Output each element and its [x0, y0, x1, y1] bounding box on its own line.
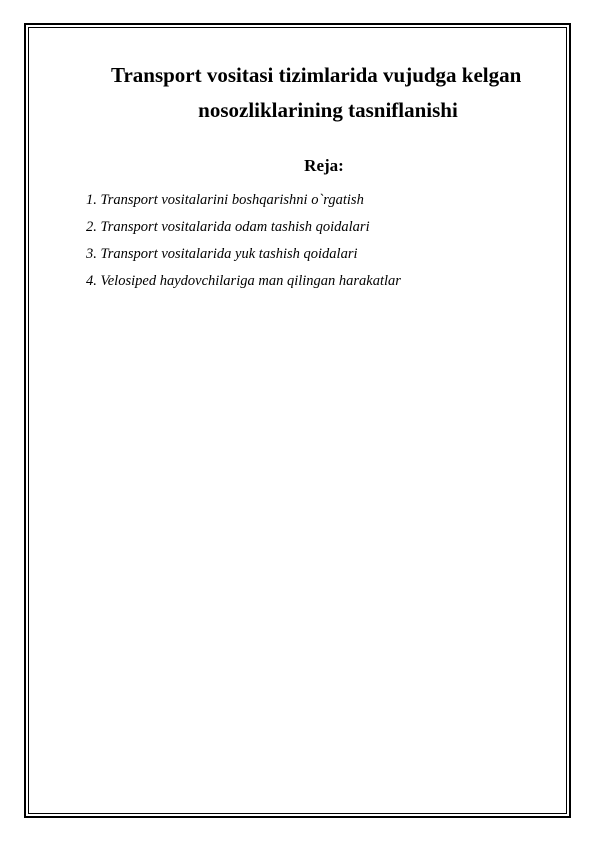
title-line-2: nosozliklarining tasniflanishi	[198, 98, 458, 122]
plan-list	[86, 187, 401, 295]
plan-heading: Reja:	[304, 156, 344, 175]
plan-item-1: 1. Transport vositalarini boshqarishni o`rgatish	[86, 192, 364, 208]
page-border-inner	[28, 27, 567, 814]
title-line-1: Transport vositasi tizimlarida vujudga kelgan	[111, 63, 522, 87]
plan-item-2: 2. Transport vositalarida odam tashish qoidalari	[86, 219, 370, 235]
document-title	[60, 58, 596, 128]
plan-item-4: 4. Velosiped haydovchilariga man qilingan harakatlar	[86, 273, 401, 289]
plan-item-3: 3. Transport vositalarida yuk tashish qoidalari	[86, 246, 358, 262]
